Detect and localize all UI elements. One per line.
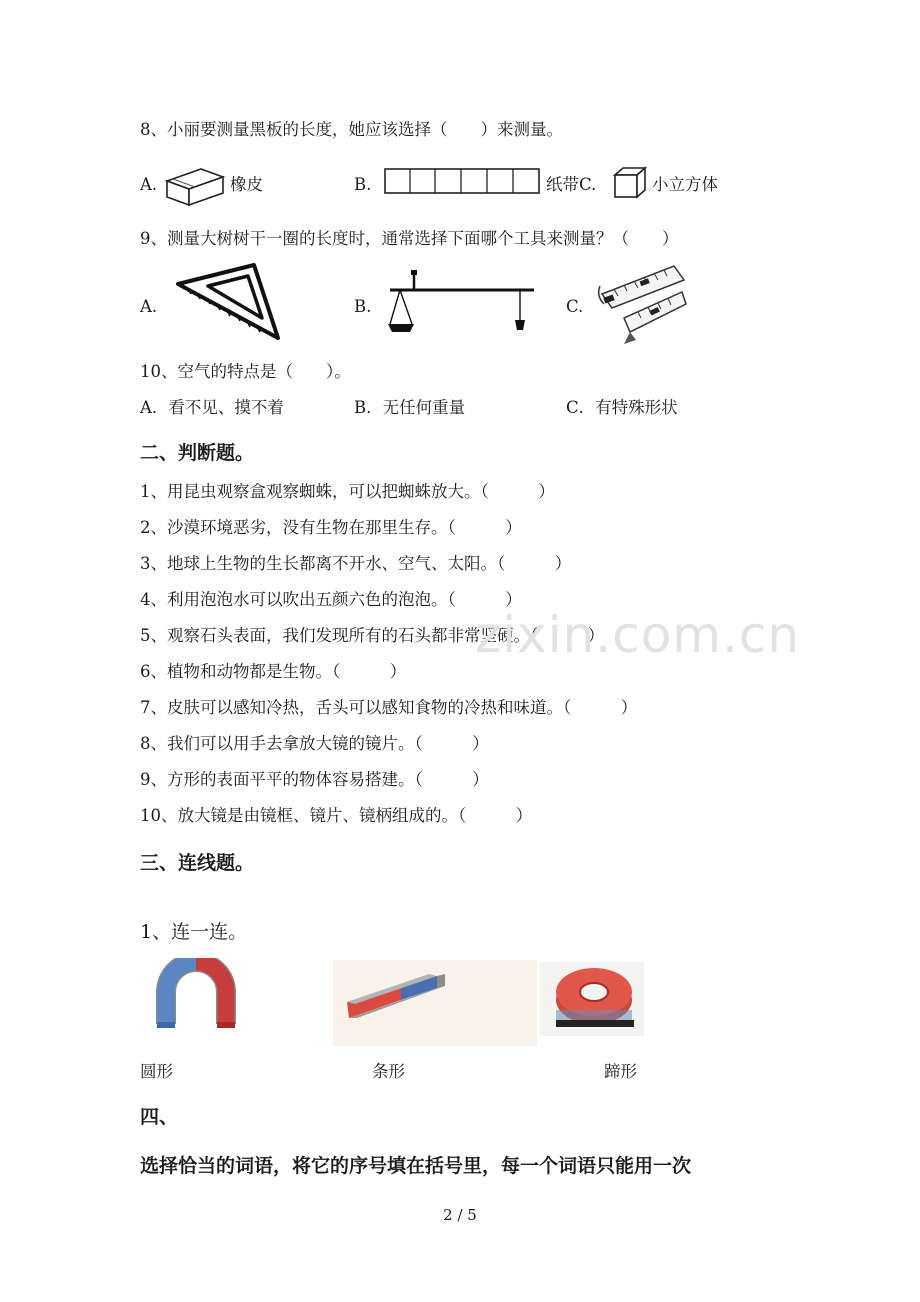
q10-question: 10、空气的特点是（ ）。 <box>140 362 351 381</box>
judge-item: 1、用昆虫观察盒观察蜘蛛，可以把蜘蛛放大。（ ） <box>140 482 555 501</box>
q8-option-b-prefix: B. <box>354 175 372 194</box>
q9-option-c-prefix: C. <box>566 297 584 316</box>
q8-option-b-label: 纸带C. <box>546 175 597 194</box>
judge-item: 3、地球上生物的生长都离不开水、空气、太阳。（ ） <box>140 554 572 573</box>
triangle-ruler-icon <box>174 262 284 342</box>
judge-item: 2、沙漠环境恶劣，没有生物在那里生存。（ ） <box>140 518 522 537</box>
judge-item: 10、放大镜是由镜框、镜片、镜柄组成的。（ ） <box>140 806 533 825</box>
eraser-icon <box>163 163 227 209</box>
section-2-title: 二、判断题。 <box>140 442 255 464</box>
q9-question: 9、测量大树树干一圈的长度时，通常选择下面哪个工具来测量？（ ） <box>140 229 679 248</box>
judge-item: 9、方形的表面平平的物体容易搭建。（ ） <box>140 770 489 789</box>
q8-option-c-label: 小立方体 <box>652 175 718 194</box>
q8-option-a-prefix: A. <box>140 175 158 194</box>
label-bar: 条形 <box>372 1062 405 1081</box>
balance-scale-icon <box>384 266 538 336</box>
judge-item: 4、利用泡泡水可以吹出五颜六色的泡泡。（ ） <box>140 590 522 609</box>
page-number: 2 / 5 <box>443 1206 477 1224</box>
judge-item: 6、植物和动物都是生物。（ ） <box>140 662 407 681</box>
paper-strip-icon <box>383 167 541 195</box>
horseshoe-magnet-icon <box>156 958 242 1038</box>
judge-item: 7、皮肤可以感知冷热，舌头可以感知食物的冷热和味道。（ ） <box>140 698 638 717</box>
judge-item: 5、观察石头表面，我们发现所有的石头都非常坚硬。（ ） <box>140 626 605 645</box>
q10-option-b: B．无任何重量 <box>354 398 466 417</box>
q9-option-b-prefix: B. <box>354 297 372 316</box>
section-4-instruction: 选择恰当的词语，将它的序号填在括号里，每一个词语只能用一次 <box>140 1155 692 1177</box>
q8-question: 8、小丽要测量黑板的长度，她应该选择（ ）来测量。 <box>140 120 563 139</box>
q8-option-a-label: 橡皮 <box>230 175 263 194</box>
section-3-subquestion: 1、连一连。 <box>140 921 248 943</box>
tape-measure-icon <box>594 256 690 348</box>
judge-item: 8、我们可以用手去拿放大镜的镜片。（ ） <box>140 734 489 753</box>
q10-option-a: A．看不见、摸不着 <box>140 398 284 417</box>
section-3-title: 三、连线题。 <box>140 852 255 874</box>
label-round: 圆形 <box>140 1062 173 1081</box>
cube-icon <box>612 165 648 201</box>
label-horseshoe: 蹄形 <box>604 1062 637 1081</box>
q9-option-a-prefix: A. <box>140 297 158 316</box>
ring-magnet-icon <box>540 962 644 1036</box>
bar-magnet-icon <box>333 960 537 1046</box>
section-4-title: 四、 <box>140 1106 179 1128</box>
q10-option-c: C．有特殊形状 <box>566 398 678 417</box>
watermark: zixin.com.cn <box>475 606 801 664</box>
